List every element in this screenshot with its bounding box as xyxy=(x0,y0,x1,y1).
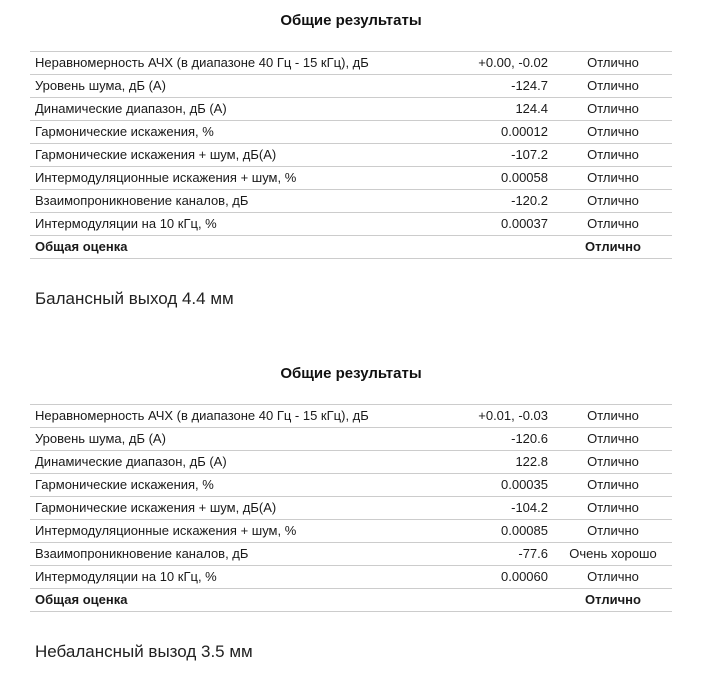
param-cell: Общая оценка xyxy=(35,592,128,607)
rating-cell: Отлично xyxy=(587,124,639,139)
table-row xyxy=(30,167,672,190)
rating-cell: Отлично xyxy=(587,454,639,469)
results-table xyxy=(30,51,672,259)
table-row xyxy=(30,474,672,497)
value-cell: 0.00058 xyxy=(501,170,548,185)
param-cell: Неравномерность АЧХ (в диапазоне 40 Гц - 15 кГц), дБ xyxy=(35,55,369,70)
value-cell: 0.00060 xyxy=(501,569,548,584)
value-cell: +0.00, -0.02 xyxy=(478,55,548,70)
table-row xyxy=(30,236,672,259)
table-row xyxy=(30,121,672,144)
table-row xyxy=(30,98,672,121)
value-cell: 124.4 xyxy=(515,101,548,116)
rating-cell: Отлично xyxy=(587,569,639,584)
value-cell: -104.2 xyxy=(511,500,548,515)
value-cell: 0.00035 xyxy=(501,477,548,492)
rating-cell: Отлично xyxy=(587,193,639,208)
table-row xyxy=(30,405,672,428)
value-cell: 0.00085 xyxy=(501,523,548,538)
table-row xyxy=(30,213,672,236)
value-cell: +0.01, -0.03 xyxy=(478,408,548,423)
rating-cell: Очень хорошо xyxy=(569,546,657,561)
value-cell: -124.7 xyxy=(511,78,548,93)
param-cell: Гармонические искажения + шум, дБ(А) xyxy=(35,147,277,162)
table-caption: Небалансный вызод 3.5 мм xyxy=(35,642,253,661)
rating-cell: Отлично xyxy=(587,78,639,93)
table-row xyxy=(30,144,672,167)
rating-cell: Отлично xyxy=(587,147,639,162)
value-cell: 0.00012 xyxy=(501,124,548,139)
value-cell: -120.2 xyxy=(511,193,548,208)
param-cell: Интермодуляции на 10 кГц, % xyxy=(35,569,217,584)
param-cell: Интермодуляционные искажения + шум, % xyxy=(35,523,297,538)
table-caption: Балансный выход 4.4 мм xyxy=(35,289,234,308)
table-row xyxy=(30,543,672,566)
table-row xyxy=(30,566,672,589)
param-cell: Интермодуляции на 10 кГц, % xyxy=(35,216,217,231)
table-row xyxy=(30,589,672,612)
param-cell: Уровень шума, дБ (А) xyxy=(35,78,166,93)
rating-cell: Отлично xyxy=(587,170,639,185)
value-cell: -77.6 xyxy=(518,546,548,561)
table-row xyxy=(30,451,672,474)
param-cell: Взаимопроникновение каналов, дБ xyxy=(35,546,249,561)
table-row xyxy=(30,52,672,75)
table-row xyxy=(30,428,672,451)
param-cell: Общая оценка xyxy=(35,239,128,254)
value-cell: 0.00037 xyxy=(501,216,548,231)
rating-cell: Отлично xyxy=(585,592,641,607)
rating-cell: Отлично xyxy=(587,101,639,116)
param-cell: Уровень шума, дБ (А) xyxy=(35,431,166,446)
table-title: Общие результаты xyxy=(280,12,422,29)
rating-cell: Отлично xyxy=(587,55,639,70)
value-cell: -120.6 xyxy=(511,431,548,446)
results-table xyxy=(30,404,672,612)
param-cell: Динамические диапазон, дБ (А) xyxy=(35,101,227,116)
param-cell: Интермодуляционные искажения + шум, % xyxy=(35,170,297,185)
results-block-unbalanced xyxy=(0,365,702,662)
value-cell: -107.2 xyxy=(511,147,548,162)
rating-cell: Отлично xyxy=(587,500,639,515)
rating-cell: Отлично xyxy=(587,431,639,446)
param-cell: Гармонические искажения + шум, дБ(А) xyxy=(35,500,277,515)
rating-cell: Отлично xyxy=(587,408,639,423)
param-cell: Взаимопроникновение каналов, дБ xyxy=(35,193,249,208)
table-title: Общие результаты xyxy=(280,365,422,382)
param-cell: Неравномерность АЧХ (в диапазоне 40 Гц - 15 кГц), дБ xyxy=(35,408,369,423)
rating-cell: Отлично xyxy=(587,216,639,231)
table-row xyxy=(30,520,672,543)
table-row xyxy=(30,497,672,520)
rating-cell: Отлично xyxy=(585,239,641,254)
value-cell: 122.8 xyxy=(515,454,548,469)
param-cell: Гармонические искажения, % xyxy=(35,477,214,492)
rating-cell: Отлично xyxy=(587,523,639,538)
results-block-balanced xyxy=(0,12,702,309)
param-cell: Гармонические искажения, % xyxy=(35,124,214,139)
table-row xyxy=(30,75,672,98)
param-cell: Динамические диапазон, дБ (А) xyxy=(35,454,227,469)
table-row xyxy=(30,190,672,213)
rating-cell: Отлично xyxy=(587,477,639,492)
